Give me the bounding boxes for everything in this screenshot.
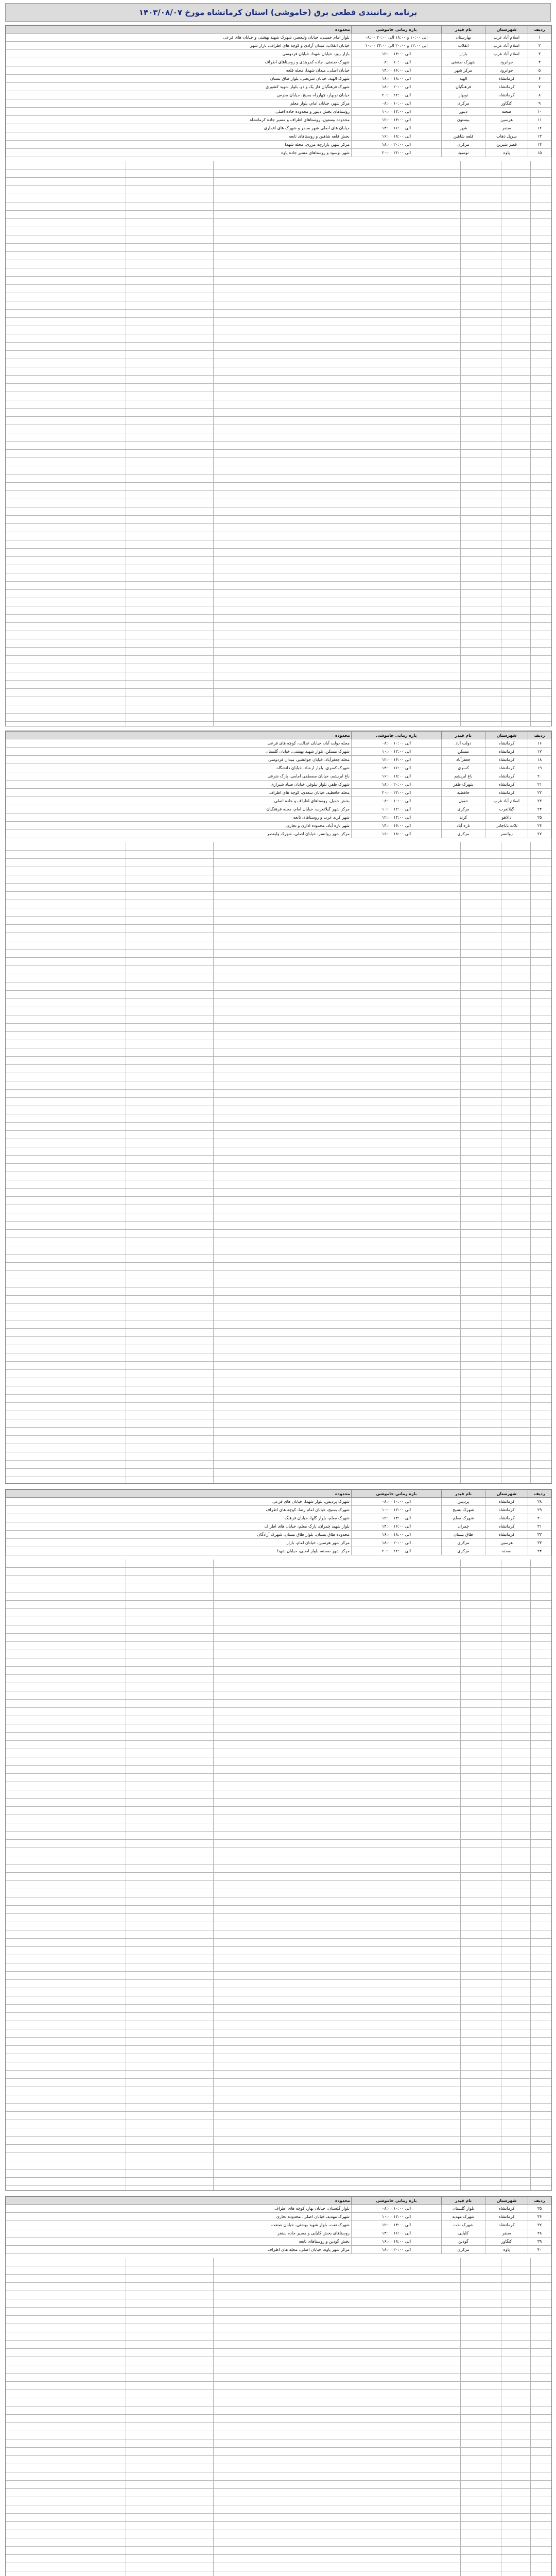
cell-description: بخش حمیل، روستاهای اطراف و جاده اصلی bbox=[6, 797, 352, 805]
header-row-number: ردیف bbox=[528, 26, 551, 33]
cell-feeder: کسری bbox=[442, 764, 485, 772]
cell-row-number: ۷ bbox=[528, 83, 551, 91]
header-row-number: ردیف bbox=[528, 732, 551, 739]
cell-description: بلوار شهید چمران، پارک معلم، خیابان های اطراف bbox=[6, 1522, 352, 1531]
table-row bbox=[6, 814, 551, 822]
cell-time: ۰۸:۰۰ الی ۱۰:۰۰ bbox=[352, 58, 442, 66]
table-section-4 bbox=[5, 2196, 552, 2576]
cell-county: سنقر bbox=[485, 2229, 528, 2238]
table-section-2 bbox=[5, 731, 552, 1484]
cell-row-number: ۲۳ bbox=[528, 797, 551, 805]
cell-feeder: مرکزی bbox=[442, 1547, 485, 1555]
table-row bbox=[6, 66, 551, 75]
cell-description: شهرک مهدیه، خیابان اصلی، محدوده تجاری bbox=[6, 2213, 352, 2221]
cell-row-number: ۳۹ bbox=[528, 2238, 551, 2246]
table-row bbox=[6, 99, 551, 108]
cell-time: ۲۰:۰۰ الی ۲۲:۰۰ bbox=[352, 1547, 442, 1555]
schedule-table bbox=[6, 25, 551, 157]
cell-row-number: ۲ bbox=[528, 42, 551, 50]
cell-feeder: مرکزی bbox=[442, 99, 485, 108]
cell-feeder: مسکن bbox=[442, 748, 485, 756]
cell-feeder: بازار bbox=[442, 50, 485, 58]
table-row bbox=[6, 1514, 551, 1522]
cell-feeder: تازه آباد bbox=[442, 822, 485, 830]
header-feeder: نام فیدر bbox=[442, 1490, 485, 1498]
cell-county: پاوه bbox=[485, 2246, 528, 2254]
cell-time: ۱۴:۰۰ الی ۱۶:۰۰ bbox=[352, 822, 442, 830]
table-header-row bbox=[6, 1490, 551, 1498]
cell-time: ۰۸:۰۰ الی ۱۰:۰۰ bbox=[352, 739, 442, 748]
table-row bbox=[6, 1498, 551, 1506]
cell-description: شهرک بسیج، خیابان امام رضا، کوچه های اطراف bbox=[6, 1506, 352, 1514]
cell-time: ۱۴:۰۰ الی ۱۶:۰۰ bbox=[352, 2229, 442, 2238]
cell-description: محدوده بیستون، روستاهای اطراف و مسیر جاده کرمانشاه bbox=[6, 116, 352, 124]
cell-description: مرکز شهر گیلانغرب، خیابان امام، محله فرهنگیان bbox=[6, 805, 352, 814]
cell-county: صحنه bbox=[485, 1547, 528, 1555]
cell-county: روانسر bbox=[485, 830, 528, 838]
cell-county: کرمانشاه bbox=[485, 764, 528, 772]
cell-feeder: طاق بستان bbox=[442, 1531, 485, 1539]
cell-row-number: ۱۹ bbox=[528, 764, 551, 772]
cell-county: کرمانشاه bbox=[485, 1522, 528, 1531]
cell-description: مرکز شهر، بازارچه مرزی، محله شهدا bbox=[6, 141, 352, 149]
cell-feeder: شهرک معلم bbox=[442, 1514, 485, 1522]
cell-feeder: حمیل bbox=[442, 797, 485, 805]
cell-county: جوانرود bbox=[485, 58, 528, 66]
header-feeder: نام فیدر bbox=[442, 26, 485, 33]
cell-feeder: نوسود bbox=[442, 149, 485, 157]
cell-description: خیابان های اصلی شهر سنقر و شهرک های اقماری bbox=[6, 124, 352, 132]
table-section-1 bbox=[5, 25, 552, 726]
cell-feeder: قلعه شاهین bbox=[442, 132, 485, 141]
cell-county: هرسین bbox=[485, 1539, 528, 1547]
cell-county: کرمانشاه bbox=[485, 756, 528, 764]
cell-description: بخش گودین و روستاهای تابعه bbox=[6, 2238, 352, 2246]
cell-county: کرمانشاه bbox=[485, 83, 528, 91]
cell-feeder: مرکزی bbox=[442, 1539, 485, 1547]
cell-county: قصر شیرین bbox=[485, 141, 528, 149]
table-row bbox=[6, 2229, 551, 2238]
cell-county: ثلاث باباجانی bbox=[485, 822, 528, 830]
cell-feeder: مرکزی bbox=[442, 141, 485, 149]
table-header-row bbox=[6, 2197, 551, 2205]
cell-time: ۱۰:۰۰ الی ۱۲:۰۰ bbox=[352, 748, 442, 756]
table-row bbox=[6, 108, 551, 116]
cell-time: ۲۰:۰۰ الی ۲۲:۰۰ bbox=[352, 789, 442, 797]
table-row bbox=[6, 764, 551, 772]
cell-time: ۱۲:۰۰ الی ۱۴:۰۰ bbox=[352, 814, 442, 822]
table-row bbox=[6, 50, 551, 58]
cell-row-number: ۱۶ bbox=[528, 739, 551, 748]
cell-row-number: ۳ bbox=[528, 50, 551, 58]
cell-feeder: مرکزی bbox=[442, 2246, 485, 2254]
table-row bbox=[6, 116, 551, 124]
cell-feeder: مرکز شهر bbox=[442, 66, 485, 75]
cell-row-number: ۲۹ bbox=[528, 1506, 551, 1514]
table-row bbox=[6, 797, 551, 805]
header-feeder: نام فیدر bbox=[442, 2197, 485, 2205]
table-row bbox=[6, 42, 551, 50]
table-row bbox=[6, 1539, 551, 1547]
header-county: شهرستان bbox=[485, 26, 528, 33]
cell-description: مرکز شهر هرسین، خیابان امام، بازار bbox=[6, 1539, 352, 1547]
cell-time: ۱۴:۰۰ الی ۱۶:۰۰ bbox=[352, 66, 442, 75]
table-row bbox=[6, 2221, 551, 2229]
cell-time: ۰۸:۰۰ الی ۱۰:۰۰ bbox=[352, 1498, 442, 1506]
cell-time: ۱۰:۰۰ الی ۱۲:۰۰ bbox=[352, 1506, 442, 1514]
cell-time: ۱۶:۰۰ الی ۱۸:۰۰ bbox=[352, 132, 442, 141]
cell-description: بازار روز، خیابان شهدا، خیابان فردوسی bbox=[6, 50, 352, 58]
cell-time: ۱۲:۰۰ الی ۱۴:۰۰ bbox=[352, 50, 442, 58]
header-county: شهرستان bbox=[485, 732, 528, 739]
cell-time: ۰۸:۰۰ الی ۱۰:۰۰ bbox=[352, 2205, 442, 2213]
header-time: بازه زمانی خاموشی bbox=[352, 26, 442, 33]
cell-description: شهرک نفت، بلوار شهید بهشتی، خیابان صنعت bbox=[6, 2221, 352, 2229]
header-description: محدوده bbox=[6, 2197, 352, 2205]
cell-row-number: ۱۰ bbox=[528, 108, 551, 116]
cell-county: کرمانشاه bbox=[485, 739, 528, 748]
cell-description: شهرک مسکن، بلوار شهید بهشتی، خیابان گلستان bbox=[6, 748, 352, 756]
table-row bbox=[6, 1547, 551, 1555]
header-description: محدوده bbox=[6, 732, 352, 739]
cell-county: کنگاور bbox=[485, 2238, 528, 2246]
cell-feeder: بیستون bbox=[442, 116, 485, 124]
cell-county: گیلانغرب bbox=[485, 805, 528, 814]
cell-row-number: ۲۷ bbox=[528, 830, 551, 838]
cell-county: کرمانشاه bbox=[485, 2205, 528, 2213]
table-row bbox=[6, 149, 551, 157]
cell-feeder: الهیه bbox=[442, 75, 485, 83]
cell-time: ۱۸:۰۰ الی ۲۰:۰۰ bbox=[352, 83, 442, 91]
table-row bbox=[6, 756, 551, 764]
cell-time: ۱۸:۰۰ الی ۲۰:۰۰ bbox=[352, 781, 442, 789]
cell-feeder: دولت آباد bbox=[442, 739, 485, 748]
cell-feeder: کرند bbox=[442, 814, 485, 822]
table-continuation bbox=[6, 842, 551, 1483]
cell-description: خیابان انقلاب، میدان آزادی و کوچه های اطراف، بازار شهر bbox=[6, 42, 352, 50]
cell-row-number: ۸ bbox=[528, 91, 551, 99]
cell-time: ۰۸:۰۰ الی ۱۰:۰۰ bbox=[352, 99, 442, 108]
cell-time: ۱۶:۰۰ الی ۱۸:۰۰ bbox=[352, 772, 442, 781]
cell-row-number: ۹ bbox=[528, 99, 551, 108]
cell-feeder: گودین bbox=[442, 2238, 485, 2246]
cell-feeder: شهرک صنعتی bbox=[442, 58, 485, 66]
table-row bbox=[6, 772, 551, 781]
cell-time: ۱۶:۰۰ الی ۱۸:۰۰ bbox=[352, 1531, 442, 1539]
cell-row-number: ۳۲ bbox=[528, 1531, 551, 1539]
header-row-number: ردیف bbox=[528, 2197, 551, 2205]
table-row bbox=[6, 781, 551, 789]
cell-description: شهرک فرهنگیان فاز یک و دو، بلوار شهید کشوری bbox=[6, 83, 352, 91]
cell-time: ۱۴:۰۰ الی ۱۶:۰۰ bbox=[352, 764, 442, 772]
cell-row-number: ۵ bbox=[528, 66, 551, 75]
table-row bbox=[6, 33, 551, 42]
table-continuation bbox=[6, 161, 551, 726]
cell-row-number: ۱۸ bbox=[528, 756, 551, 764]
cell-county: کرمانشاه bbox=[485, 2213, 528, 2221]
header-description: محدوده bbox=[6, 26, 352, 33]
header-time: بازه زمانی خاموشی bbox=[352, 2197, 442, 2205]
cell-time: ۱۴:۰۰ الی ۱۶:۰۰ bbox=[352, 1522, 442, 1531]
cell-row-number: ۳۴ bbox=[528, 1547, 551, 1555]
cell-row-number: ۱۱ bbox=[528, 116, 551, 124]
schedule-table bbox=[6, 731, 551, 838]
cell-feeder: کلیایی bbox=[442, 2229, 485, 2238]
cell-row-number: ۴ bbox=[528, 58, 551, 66]
cell-description: شهر نوسود و روستاهای مسیر جاده پاوه bbox=[6, 149, 352, 157]
cell-county: اسلام آباد غرب bbox=[485, 50, 528, 58]
cell-description: شهرک کسری، بلوار ارشاد، خیابان دانشگاه bbox=[6, 764, 352, 772]
table-row bbox=[6, 1522, 551, 1531]
table-header-row bbox=[6, 26, 551, 33]
cell-row-number: ۲۶ bbox=[528, 822, 551, 830]
cell-feeder: حافظیه bbox=[442, 789, 485, 797]
table-row bbox=[6, 58, 551, 66]
table-row bbox=[6, 789, 551, 797]
cell-row-number: ۳۸ bbox=[528, 2229, 551, 2238]
cell-time: ۰۸:۰۰ الی ۱۰:۰۰ bbox=[352, 797, 442, 805]
cell-county: جوانرود bbox=[485, 66, 528, 75]
cell-row-number: ۲۴ bbox=[528, 805, 551, 814]
cell-row-number: ۱۵ bbox=[528, 149, 551, 157]
cell-description: بلوار امام خمینی، خیابان ولیعصر، شهرک شهید بهشتی و خیابان های فرعی bbox=[6, 33, 352, 42]
cell-row-number: ۳۰ bbox=[528, 1514, 551, 1522]
cell-county: کنگاور bbox=[485, 99, 528, 108]
cell-feeder: شهرک ظفر bbox=[442, 781, 485, 789]
cell-county: سنقر bbox=[485, 124, 528, 132]
cell-time: ۲۰:۰۰ الی ۲۲:۰۰ bbox=[352, 149, 442, 157]
cell-time: ۰۸:۰۰ الی ۱۰:۰۰ و ۱۸:۰۰ الی ۲۰:۰۰ bbox=[352, 33, 442, 42]
cell-feeder: شهرک نفت bbox=[442, 2221, 485, 2229]
cell-description: باغ ابریشم، خیابان مصطفی امامی، پارک شرقی bbox=[6, 772, 352, 781]
table-row bbox=[6, 141, 551, 149]
cell-county: کرمانشاه bbox=[485, 772, 528, 781]
cell-description: شهرک صنعتی، جاده کمربندی و روستاهای اطراف bbox=[6, 58, 352, 66]
cell-description: شهرک ظفر، بلوار نیلوفر، خیابان صیاد شیرازی bbox=[6, 781, 352, 789]
cell-row-number: ۲۰ bbox=[528, 772, 551, 781]
table-continuation bbox=[6, 2258, 551, 2576]
table-row bbox=[6, 132, 551, 141]
cell-description: روستاهای بخش کلیایی و مسیر جاده سنقر bbox=[6, 2229, 352, 2238]
cell-row-number: ۳۷ bbox=[528, 2221, 551, 2229]
cell-row-number: ۱۳ bbox=[528, 132, 551, 141]
cell-row-number: ۴۰ bbox=[528, 2246, 551, 2254]
cell-description: شهر تازه آباد، محدوده اداری و تجاری bbox=[6, 822, 352, 830]
table-row bbox=[6, 1506, 551, 1514]
table-row bbox=[6, 1531, 551, 1539]
table-row bbox=[6, 2238, 551, 2246]
cell-time: ۱۸:۰۰ الی ۲۰:۰۰ bbox=[352, 1539, 442, 1547]
cell-county: کرمانشاه bbox=[485, 1506, 528, 1514]
cell-description: شهرک الهیه، خیابان شریعتی، بلوار طاق بستان bbox=[6, 75, 352, 83]
cell-description: بخش قلعه شاهین و روستاهای تابعه bbox=[6, 132, 352, 141]
cell-description: محله حافظیه، خیابان سعدی، کوچه های اطراف bbox=[6, 789, 352, 797]
cell-county: کرمانشاه bbox=[485, 91, 528, 99]
cell-county: پاوه bbox=[485, 149, 528, 157]
cell-row-number: ۲۱ bbox=[528, 781, 551, 789]
header-description: محدوده bbox=[6, 1490, 352, 1498]
cell-county: دالاهو bbox=[485, 814, 528, 822]
cell-county: کرمانشاه bbox=[485, 781, 528, 789]
cell-feeder: شهرک بسیج bbox=[442, 1506, 485, 1514]
schedule-table bbox=[6, 2196, 551, 2254]
cell-time: ۱۲:۰۰ الی ۱۴:۰۰ bbox=[352, 1514, 442, 1522]
cell-county: اسلام آباد غرب bbox=[485, 33, 528, 42]
header-county: شهرستان bbox=[485, 2197, 528, 2205]
header-row-number: ردیف bbox=[528, 1490, 551, 1498]
cell-row-number: ۱۷ bbox=[528, 748, 551, 756]
header-time: بازه زمانی خاموشی bbox=[352, 732, 442, 739]
header-county: شهرستان bbox=[485, 1490, 528, 1498]
header-feeder: نام فیدر bbox=[442, 732, 485, 739]
cell-feeder: مرکزی bbox=[442, 805, 485, 814]
cell-description: مرکز شهر صحنه، بلوار اصلی، خیابان شهدا bbox=[6, 1547, 352, 1555]
cell-description: بلوار گلستان، خیابان بهار، کوچه های اطراف bbox=[6, 2205, 352, 2213]
cell-row-number: ۱۴ bbox=[528, 141, 551, 149]
table-continuation bbox=[6, 1560, 551, 2190]
cell-time: ۱۸:۰۰ الی ۲۰:۰۰ bbox=[352, 2246, 442, 2254]
cell-county: اسلام آباد غرب bbox=[485, 42, 528, 50]
cell-time: ۱۰:۰۰ الی ۱۲:۰۰ و ۲۰:۰۰ الی ۲۲:۰۰ bbox=[352, 42, 442, 50]
cell-time: ۱۸:۰۰ الی ۲۰:۰۰ bbox=[352, 141, 442, 149]
cell-feeder: انقلاب bbox=[442, 42, 485, 50]
cell-feeder: شهر bbox=[442, 124, 485, 132]
cell-row-number: ۲۵ bbox=[528, 814, 551, 822]
cell-time: ۲۰:۰۰ الی ۲۲:۰۰ bbox=[352, 91, 442, 99]
table-header-row bbox=[6, 732, 551, 739]
cell-county: صحنه bbox=[485, 108, 528, 116]
cell-row-number: ۲۲ bbox=[528, 789, 551, 797]
table-row bbox=[6, 805, 551, 814]
cell-row-number: ۳۱ bbox=[528, 1522, 551, 1531]
cell-description: شهرک پردیس، بلوار شهدا، خیابان های فرعی bbox=[6, 1498, 352, 1506]
cell-time: ۱۶:۰۰ الی ۱۸:۰۰ bbox=[352, 830, 442, 838]
cell-time: ۱۲:۰۰ الی ۱۴:۰۰ bbox=[352, 116, 442, 124]
cell-time: ۱۲:۰۰ الی ۱۴:۰۰ bbox=[352, 756, 442, 764]
cell-description: محدوده طاق بستان، بلوار طاق بستان، شهرک آزادگان bbox=[6, 1531, 352, 1539]
cell-time: ۱۲:۰۰ الی ۱۴:۰۰ bbox=[352, 2221, 442, 2229]
cell-description: مرکز شهر، خیابان امام، بلوار معلم bbox=[6, 99, 352, 108]
document-title: برنامه زمانبندی قطعی برق (خاموشی) استان کرمانشاه مورخ ۱۴۰۳/۰۸/۰۷ bbox=[5, 3, 551, 22]
table-row bbox=[6, 91, 551, 99]
cell-feeder: بلوار گلستان bbox=[442, 2205, 485, 2213]
cell-row-number: ۱۲ bbox=[528, 124, 551, 132]
cell-county: کرمانشاه bbox=[485, 1514, 528, 1522]
table-row bbox=[6, 83, 551, 91]
table-row bbox=[6, 739, 551, 748]
table-row bbox=[6, 822, 551, 830]
cell-description: خیابان نوبهار، چهارراه بسیج، خیابان مدرس bbox=[6, 91, 352, 99]
cell-row-number: ۲۸ bbox=[528, 1498, 551, 1506]
cell-county: کرمانشاه bbox=[485, 1498, 528, 1506]
cell-description: روستاهای بخش دینور و محدوده جاده اصلی bbox=[6, 108, 352, 116]
table-row bbox=[6, 2205, 551, 2213]
cell-feeder: دینور bbox=[442, 108, 485, 116]
cell-feeder: چمران bbox=[442, 1522, 485, 1531]
cell-row-number: ۱ bbox=[528, 33, 551, 42]
cell-time: ۱۶:۰۰ الی ۱۸:۰۰ bbox=[352, 2238, 442, 2246]
table-row bbox=[6, 2246, 551, 2254]
cell-county: کرمانشاه bbox=[485, 75, 528, 83]
table-row bbox=[6, 124, 551, 132]
cell-description: مرکز شهر روانسر، خیابان اصلی، شهرک ولیعصر bbox=[6, 830, 352, 838]
cell-time: ۱۶:۰۰ الی ۱۸:۰۰ bbox=[352, 75, 442, 83]
cell-county: هرسین bbox=[485, 116, 528, 124]
cell-county: کرمانشاه bbox=[485, 789, 528, 797]
cell-description: محله جعفرآباد، خیابان جوانشیر، میدان فردوسی bbox=[6, 756, 352, 764]
header-time: بازه زمانی خاموشی bbox=[352, 1490, 442, 1498]
cell-feeder: پردیس bbox=[442, 1498, 485, 1506]
cell-row-number: ۳۳ bbox=[528, 1539, 551, 1547]
cell-time: ۱۴:۰۰ الی ۱۶:۰۰ bbox=[352, 124, 442, 132]
cell-description: محله دولت آباد، خیابان عدالت، کوچه های فرعی bbox=[6, 739, 352, 748]
table-row bbox=[6, 75, 551, 83]
cell-feeder: جعفرآباد bbox=[442, 756, 485, 764]
table-row bbox=[6, 830, 551, 838]
table-section-3 bbox=[5, 1489, 552, 2191]
cell-row-number: ۳۶ bbox=[528, 2213, 551, 2221]
cell-feeder: شهرک مهدیه bbox=[442, 2213, 485, 2221]
cell-feeder: مرکزی bbox=[442, 830, 485, 838]
schedule-table bbox=[6, 1489, 551, 1555]
cell-feeder: نوبهار bbox=[442, 91, 485, 99]
table-row bbox=[6, 2213, 551, 2221]
cell-time: ۱۰:۰۰ الی ۱۲:۰۰ bbox=[352, 2213, 442, 2221]
cell-county: اسلام آباد غرب bbox=[485, 797, 528, 805]
cell-description: خیابان اصلی، میدان شهدا، محله قلعه bbox=[6, 66, 352, 75]
table-row bbox=[6, 748, 551, 756]
cell-time: ۱۰:۰۰ الی ۱۲:۰۰ bbox=[352, 805, 442, 814]
cell-row-number: ۶ bbox=[528, 75, 551, 83]
cell-county: کرمانشاه bbox=[485, 1531, 528, 1539]
cell-row-number: ۳۵ bbox=[528, 2205, 551, 2213]
cell-county: کرمانشاه bbox=[485, 2221, 528, 2229]
cell-feeder: باغ ابریشم bbox=[442, 772, 485, 781]
cell-time: ۱۰:۰۰ الی ۱۲:۰۰ bbox=[352, 108, 442, 116]
cell-feeder: فرهنگیان bbox=[442, 83, 485, 91]
cell-description: شهر کرند غرب و روستاهای تابعه bbox=[6, 814, 352, 822]
cell-county: کرمانشاه bbox=[485, 748, 528, 756]
cell-description: شهرک معلم، بلوار گلها، خیابان فرهنگ bbox=[6, 1514, 352, 1522]
cell-county: سرپل ذهاب bbox=[485, 132, 528, 141]
cell-feeder: بهارستان bbox=[442, 33, 485, 42]
cell-description: مرکز شهر پاوه، خیابان اصلی، محله های اطراف bbox=[6, 2246, 352, 2254]
